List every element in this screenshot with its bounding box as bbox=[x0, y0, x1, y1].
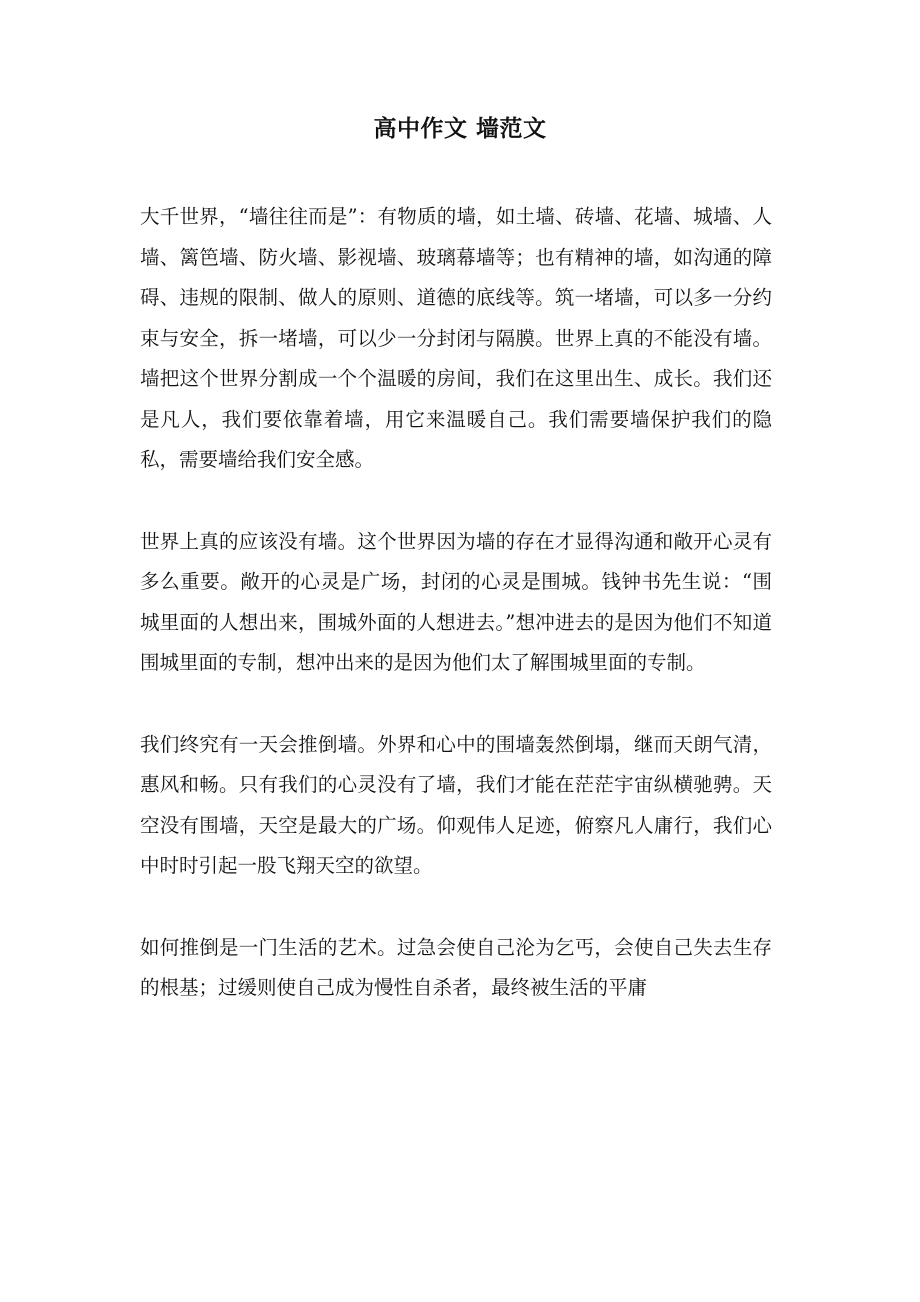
paragraph-4: 如何推倒是一门生活的艺术。过急会使自己沦为乞丐，会使自己失去生存的根基；过缓则使自己成为慢性自杀者，最终被生活的平庸 bbox=[140, 935, 772, 999]
paragraph-1: 大千世界，“墙往往而是”：有物质的墙，如土墙、砖墙、花墙、城墙、人墙、篱笆墙、防火墙、影视墙、玻璃幕墙等；也有精神的墙，如沟通的障碍、违规的限制、做人的原则、道德的底线等。筑一堵墙，可以多一分约束与安全，拆一堵墙，可以少一分封闭与隔膜。世界上真的不能没有墙。墙把这个世界分割成一个个温暖的房间，我们在这里出生、成长。我们还是凡人，我们要依靠着墙，用它来温暖自己。我们需要墙保护我们的隐私，需要墙给我们安全感。 bbox=[140, 205, 772, 471]
paragraph-2: 世界上真的应该没有墙。这个世界因为墙的存在才显得沟通和敞开心灵有多么重要。敞开的心灵是广场，封闭的心灵是围城。钱钟书先生说：“围城里面的人想出来，围城外面的人想进去。”想冲进去的是因为他们不知道围城里面的专制，想冲出来的是因为他们太了解围城里面的专制。 bbox=[140, 529, 772, 674]
document-body bbox=[140, 197, 772, 1009]
document-title: 高中作文 墙范文 bbox=[373, 115, 547, 142]
paragraph-3: 我们终究有一天会推倒墙。外界和心中的围墙轰然倒塌，继而天朗气清，惠风和畅。只有我们的心灵没有了墙，我们才能在茫茫宇宙纵横驰骋。天空没有围墙，天空是最大的广场。仰观伟人足迹，俯察凡人庸行，我们心中时时引起一股飞翔天空的欲望。 bbox=[140, 732, 772, 877]
